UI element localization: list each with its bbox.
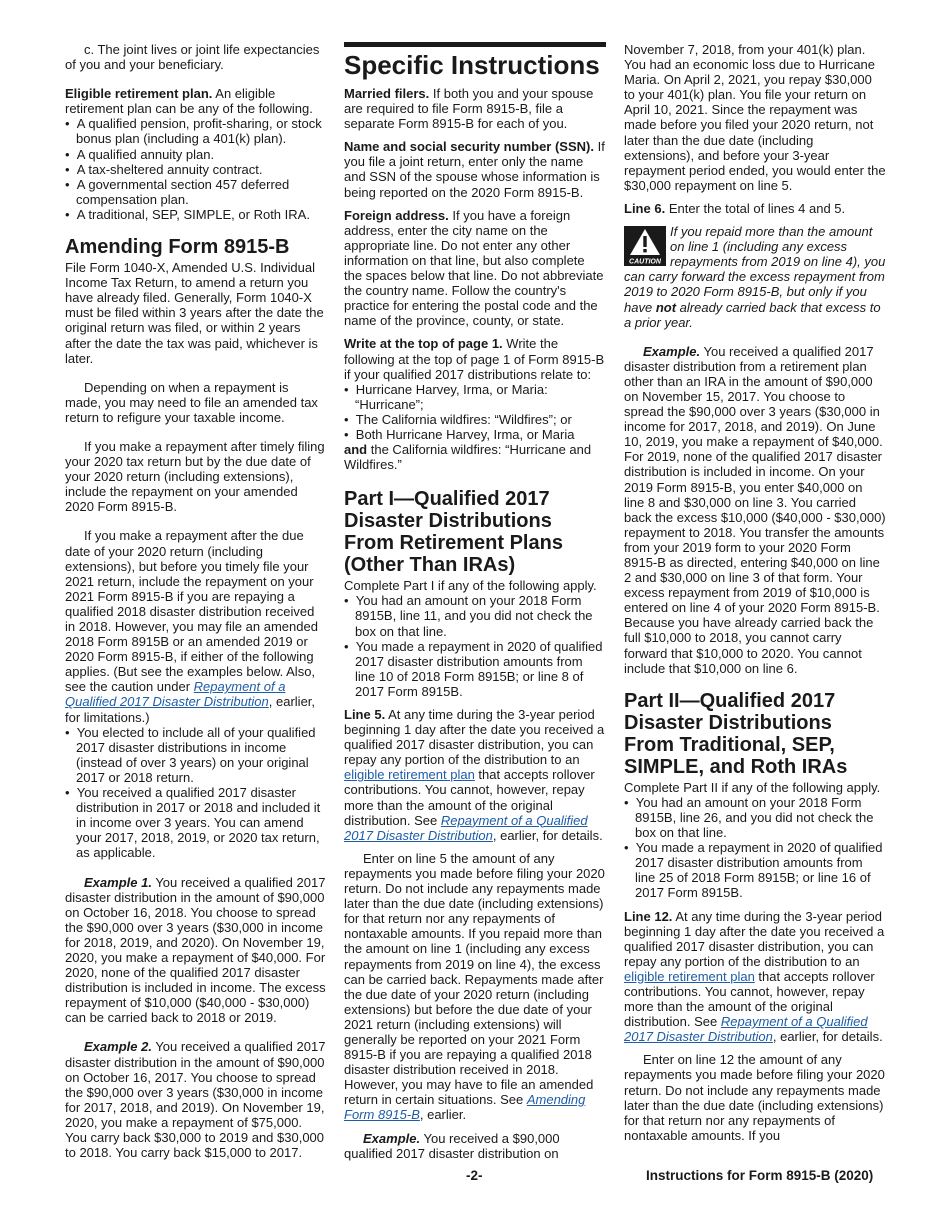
married-paragraph — [344, 86, 606, 131]
amend-p2: Depending on when a repayment is made, you may need to file an amended tax return to refigure your taxable income. — [65, 379, 318, 425]
amend-p4 — [65, 528, 327, 724]
caution-icon-label: CAUTION — [629, 258, 661, 266]
erp-bullet: • A tax-sheltered annuity contract. — [65, 162, 327, 177]
line12-tail: , earlier, for details. — [772, 1029, 883, 1045]
erp-bullet: • A traditional, SEP, SIMPLE, or Roth IRA. — [65, 207, 327, 222]
amending-link-text: Amending Form 8915-B — [344, 1092, 586, 1123]
amend-bullet: • You received a qualified 2017 disaster distribution in 2017 or 2018 and included it in income over 3 years. You can amend your 2017, 2018, 2019, or 2020 tax return, as applicable. — [65, 785, 327, 860]
line5-label: Line 5. — [344, 707, 386, 722]
foreign-label: Foreign address. — [344, 207, 449, 223]
column-2 — [344, 42, 606, 1169]
part2-heading: Part II—Qualified 2017 Disaster Distributions From Traditional, SEP, SIMPLE, and Roth IRAs — [624, 689, 848, 778]
foreign-paragraph — [344, 208, 606, 329]
example-1-text: You received a qualified 2017 disaster distribution in the amount of $90,000 on October 16, 2018. You choose to spread the $90,000 over 3 years ($30,000 in income for 2018, 2019, and 2020). On November 19, 2020, you make a repayment of $40,000. For 2020, none of the qualified 2017 disaster distribution is included in income. The excess repayment of $10,000 ($40,000 - $30,000) can be carried back to 2018 or 2019. — [65, 874, 326, 1026]
example-continued: November 7, 2018, from your 401(k) plan. You had an economic loss due to Hurricane Maria. On April 2, 2021, you repay $30,000 to your 401(k) plan. You file your return on April 10, 2021. Since the repayment was made before you filed your 2020 return, not later than the due date (including extensions), and before your 3-year repayment period ended, you would enter the $30,000 repayment on line 5. — [624, 42, 886, 193]
caution-icon — [624, 226, 666, 266]
write-bullet: • Hurricane Harvey, Irma, or Maria: “Hurricane”; — [344, 382, 606, 412]
enter5-tail: , earlier. — [419, 1107, 467, 1123]
eligible-plan-link[interactable]: eligible retirement plan — [344, 767, 475, 783]
erp-bullet: • A qualified annuity plan. — [65, 147, 327, 162]
example-2-label: Example 2. — [84, 1039, 152, 1055]
write-paragraph — [344, 336, 606, 381]
write-text: Write the following at the top of page 1 of Form 8915-B if your qualified 2017 distributions relate to: — [344, 336, 605, 382]
example-2 — [65, 1039, 327, 1160]
part1-bullet: • You had an amount on your 2018 Form 8915B, line 11, and you did not check the box on that line. — [344, 593, 606, 638]
write-tail — [344, 442, 606, 472]
erp-text: An eligible retirement plan can be any of the following. — [65, 86, 313, 117]
ssn-paragraph — [344, 139, 606, 199]
amend-bullet: • You elected to include all of your qualified 2017 disaster distributions in income (instead of over 3 years) on your original 2017 or 2018 return. — [65, 725, 327, 785]
married-label: Married filers. — [344, 86, 430, 101]
part1-bullet: • You made a repayment in 2020 of qualified 2017 disaster distribution amounts from line 10 of 2018 Form 8915B; or line 8 of 2017 Form 8915B. — [344, 639, 606, 699]
amend-p3: If you make a repayment after timely filing your 2020 tax return but by the due date of your 2020 return (including extensions), include the repayment on your amended 2020 Form 8915-B. — [65, 438, 325, 515]
line6-label: Line 6. — [624, 200, 666, 216]
part1-heading: Part I—Qualified 2017 Disaster Distributions From Retirement Plans (Other Than IRAs) — [344, 488, 563, 577]
line6-text: Enter the total of lines 4 and 5. — [668, 200, 846, 216]
amend-p1: File Form 1040-X, Amended U.S. Individual Income Tax Return, to amend a return you have already filed. Generally, Form 1040-X must be filed within 3 years after the date the original return was filed, or within 2 years after the date the tax was paid, whichever is later. — [65, 260, 324, 366]
line5-paragraph — [344, 707, 606, 843]
column-3 — [624, 42, 886, 1151]
caution-text-2: already carried back that excess to a prior year. — [624, 299, 881, 330]
erp-bullet: • A qualified pension, profit-sharing, or stock bonus plan (including a 401(k) plan). — [65, 116, 327, 146]
example-text: You received a qualified 2017 disaster distribution from a retirement plan other than an IRA in the amount of $90,000 on November 15, 2017. You choose to spread the $90,000 over 3 years ($30,000 in income for 2017, 2018, and 2019). On June 10, 2019, you make a repayment of $40,000. For 2019, none of the qualified 2017 disaster distribution is included in income. On your 2019 Form 8915-B, you enter $40,000 on line 8 and $30,000 on line 3. You carried back the excess $10,000 ($40,000 - $30,000) repayment to 2018. You transfer the amounts from your 2019 form to your 2020 Form 8915-B as directed, entering $40,000 on line 2 and $30,000 on line 3 of that form. Your excess repayment from 2019 of $10,000 is entered on line 4 of your 2020 Form 8915-B. Because you have already carried back the full $10,000 to 2018, you cannot carry forward that $10,000 to 2020. You cannot include that $10,000 on line 6. — [624, 343, 886, 676]
amend-p4-tail: , earlier, for limitations.) — [65, 694, 316, 725]
ssn-text: If you file a joint return, enter only the name and SSN of the spouse whose information is being reported on the 2020 Form 8915-B. — [344, 139, 605, 200]
example-2-text: You received a qualified 2017 disaster distribution in the amount of $90,000 on October 16, 2017. You choose to spread the $90,000 over 3 years ($30,000 in income for 2017, 2018, and 2019). On November 19, 2020, you make a repayment of $75,000. You carry back $30,000 to 2019 and $30,000 to 2018. You carry back $15,000 to 2017. — [65, 1039, 326, 1161]
column-1 — [65, 42, 327, 1168]
item-c: c. The joint lives or joint life expectancies of you and your beneficiary. — [65, 42, 320, 73]
line5-text-2: that accepts rollover contributions. You cannot, however, repay more than the amount of the original distribution. See — [344, 767, 595, 828]
eligible-plan-link[interactable]: eligible retirement plan — [624, 968, 755, 984]
part2-bullet: • You had an amount on your 2018 Form 8915B, line 26, and you did not check the box on that line. — [624, 795, 886, 840]
write-label: Write at the top of page 1. — [344, 336, 503, 352]
caution-text: If you repaid more than the amount on line 1 (including any excess repayments from 2019 on line 4), you can carry forward the excess repayment from 2019 to 2020 Form 8915-B, but only if you have — [624, 224, 886, 315]
repayment-link-text: Repayment of a Qualified 2017 Disaster Distribution — [624, 1014, 868, 1045]
line12-text: At any time during the 3-year period beginning 1 day after the date you received a qualified 2017 disaster distribution, you can repay any portion of the distribution to an — [624, 908, 885, 969]
write-bullet: • Both Hurricane Harvey, Irma, or Maria — [344, 427, 606, 442]
amend-p4-text: If you make a repayment after the due date of your 2020 return (including extensions), but before you timely file your 2021 return, include the repayment on your 2021 Form 8915-B if you are repaying a qualified 2018 disaster distribution received in 2018. However, you may file an amended 2018 Form 8915B or an amended 2019 or 2020 Form 8915-B, if either of the following applies. (But see the examples below. Also, see the caution under — [65, 528, 318, 695]
example-1-label: Example 1. — [84, 874, 152, 890]
amend-heading: Amending Form 8915-B — [65, 236, 290, 259]
married-text: If both you and your spouse are required to file Form 8915-B, file a separate Form 8915-B for each of you. — [344, 86, 594, 132]
part2-bullet: • You made a repayment in 2020 of qualified 2017 disaster distribution amounts from line 25 of 2018 Form 8915B; or line 16 of 2017 Form 8915B. — [624, 840, 886, 900]
enter5-text: Enter on line 5 the amount of any repayments you made before filing your 2020 return. Do not include any repayments made later than the due date (including extensions) for that return nor any repayments of nontaxable amounts. If you repaid more than the amount on line 1 (including any excess repayments from 2019 on line 4), the excess can be carried back. Repayments made after the due date of your 2020 return (including extensions) but before the due date of your 2021 return (including extensions) will generally be reported on your 2021 Form 8915-B if you are repaying a qualified 2018 disaster distribution received in 2018. However, you may have to file an amended return in certain situations. See — [344, 850, 605, 1108]
ssn-label: Name and social security number (SSN). — [344, 139, 594, 155]
line5-text: At any time during the 3-year period beginning 1 day after the date you received a qualified 2017 disaster distribution, you can repay any portion of the distribution to an — [344, 707, 605, 768]
caution-not: not — [655, 299, 677, 315]
page-title: Specific Instructions — [344, 42, 606, 80]
enter12-paragraph: Enter on line 12 the amount of any repayments you made before filing your 2020 return. Do not include any repayments made later than the due date (including extensions) for that return nor any repayments of nontaxable amounts. If you — [624, 1052, 885, 1143]
caution-box — [624, 224, 886, 330]
page-number: -2- — [466, 1168, 483, 1183]
example-1 — [65, 875, 327, 1026]
example-text: You received a $90,000 qualified 2017 disaster distribution on — [344, 1130, 560, 1161]
footer-title: Instructions for Form 8915-B (2020) — [646, 1168, 874, 1183]
line12-paragraph — [624, 909, 886, 1045]
write-bullet: • The California wildfires: “Wildfires”; or — [344, 412, 606, 427]
part1-intro: Complete Part I if any of the following apply. — [344, 578, 597, 594]
line6-paragraph — [624, 201, 886, 216]
example-label: Example. — [643, 343, 701, 359]
line12-label: Line 12. — [624, 908, 673, 924]
erp-paragraph — [65, 86, 327, 116]
line5-tail: , earlier, for details. — [492, 827, 603, 843]
erp-bullet: • A governmental section 457 deferred compensation plan. — [65, 177, 327, 207]
foreign-text: If you have a foreign address, enter the city name on the appropriate line. Do not enter any other information on that line, but also complete the spaces below that line. Do not abbreviate the country name. Follow the country's practice for entering the postal code and the name of the province, county, or state. — [344, 207, 604, 329]
enter5-paragraph — [344, 851, 606, 1123]
repayment-link-text: Repayment of a Qualified 2017 Disaster Distribution — [344, 812, 588, 843]
example-paragraph — [344, 1131, 606, 1161]
example-label: Example. — [363, 1130, 421, 1146]
example-paragraph — [624, 344, 886, 676]
part2-intro: Complete Part II if any of the following apply. — [624, 779, 881, 795]
write-and: and — [344, 442, 368, 458]
write-tail-text: the California wildfires: “Hurricane and Wildfires.” — [344, 442, 592, 473]
line12-text-2: that accepts rollover contributions. You cannot, however, repay more than the amount of the original distribution. See — [624, 968, 875, 1030]
repayment-link[interactable]: Repayment of a Qualified 2017 Disaster Distribution — [65, 679, 286, 710]
erp-label: Eligible retirement plan. — [65, 86, 213, 102]
